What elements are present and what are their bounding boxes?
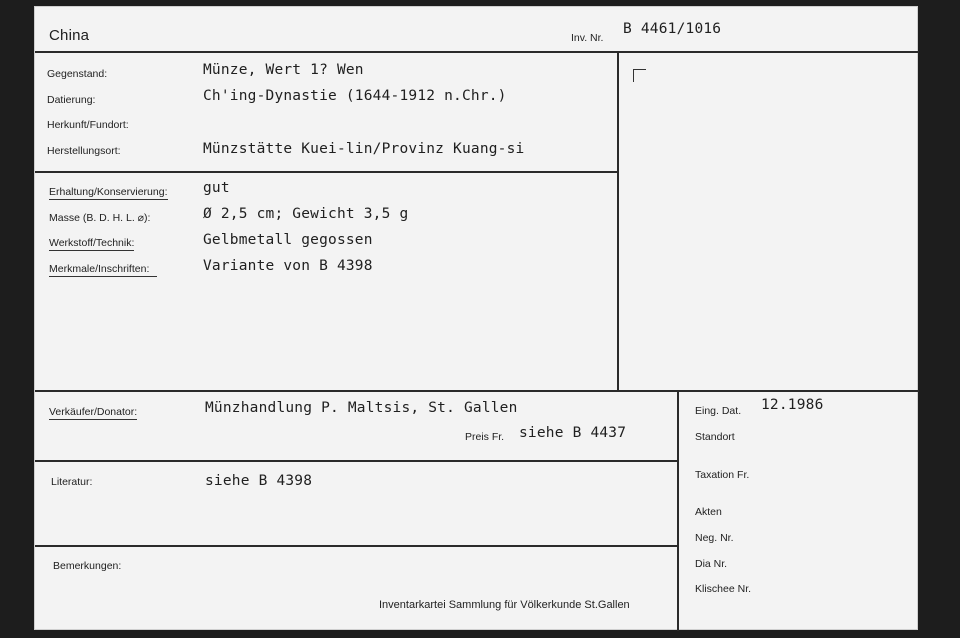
verkaeufer-label: Verkäufer/Donator: (49, 406, 138, 418)
dia-nr-label: Dia Nr. (695, 558, 728, 570)
herstellungsort-value: Münzstätte Kuei-lin/Provinz Kuang-si (203, 141, 525, 157)
datierung-value: Ch'ing-Dynastie (1644-1912 n.Chr.) (203, 88, 507, 104)
header-divider (35, 51, 919, 53)
taxation-label: Taxation Fr. (695, 469, 750, 481)
inv-label: Inv. Nr. (571, 32, 604, 44)
datierung-label: Datierung: (47, 94, 96, 106)
section1-divider (35, 171, 619, 173)
herkunft-label: Herkunft/Fundort: (47, 119, 129, 131)
verkaeufer-value: Münzhandlung P. Maltsis, St. Gallen (205, 400, 518, 416)
gegenstand-value: Münze, Wert 1? Wen (203, 62, 364, 78)
literatur-value: siehe B 4398 (205, 473, 313, 489)
neg-nr-label: Neg. Nr. (695, 532, 734, 544)
eing-dat-label: Eing. Dat. (695, 405, 742, 417)
preis-label: Preis Fr. (465, 431, 505, 443)
merkmale-label: Merkmale/Inschriften: (49, 263, 157, 277)
right-column-divider (617, 51, 619, 391)
bemerkungen-label: Bemerkungen: (53, 560, 122, 572)
akten-label: Akten (695, 506, 722, 518)
herstellungsort-label: Herstellungsort: (47, 145, 121, 157)
merkmale-value: Variante von B 4398 (203, 258, 373, 274)
inventory-card (34, 6, 918, 630)
erhaltung-label: Erhaltung/Konservierung: (49, 186, 168, 198)
section3-divider (35, 460, 679, 462)
erhaltung-value: gut (203, 180, 230, 196)
masse-label: Masse (B. D. H. L. ⌀): (49, 212, 151, 224)
werkstoff-value: Gelbmetall gegossen (203, 232, 373, 248)
preis-value: siehe B 4437 (519, 425, 627, 441)
klischee-nr-label: Klischee Nr. (695, 583, 752, 595)
inv-number: B 4461/1016 (623, 21, 722, 37)
lower-right-divider (677, 390, 679, 631)
region-text: China (49, 27, 90, 44)
corner-mark (633, 69, 646, 82)
section4-divider (35, 545, 679, 547)
card-footer: Inventarkartei Sammlung für Völkerkunde St.Gallen (379, 599, 630, 611)
werkstoff-label: Werkstoff/Technik: (49, 237, 135, 249)
literatur-label: Literatur: (51, 476, 93, 488)
masse-value: Ø 2,5 cm; Gewicht 3,5 g (203, 206, 409, 222)
standort-label: Standort (695, 431, 735, 443)
gegenstand-label: Gegenstand: (47, 68, 108, 80)
eing-dat-value: 12.1986 (761, 397, 824, 413)
section2-divider (35, 390, 919, 392)
